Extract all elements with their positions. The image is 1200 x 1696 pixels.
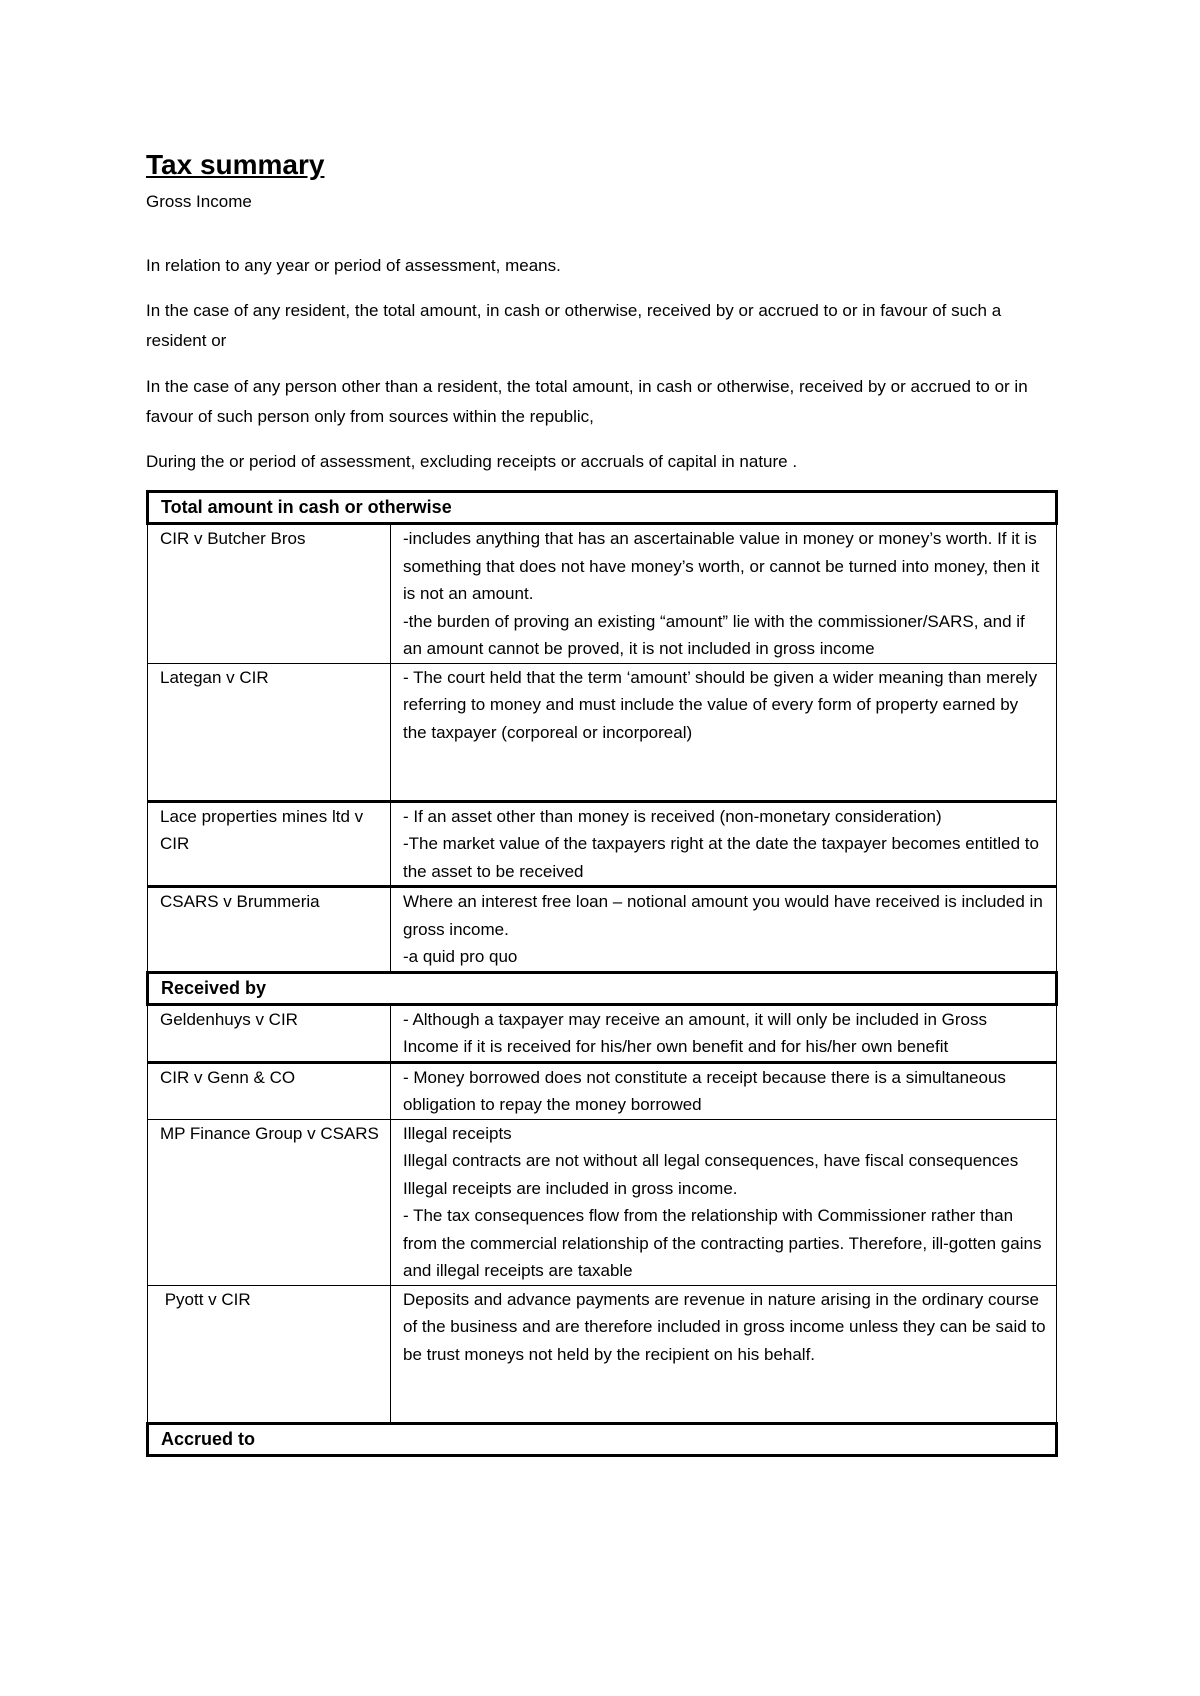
page-title: Tax summary [146, 149, 325, 180]
case-name: Pyott v CIR [148, 1285, 391, 1423]
table-row [148, 801, 1057, 887]
case-notes [391, 1119, 1057, 1285]
paragraph-non-resident: In the case of any person other than a resident, the total amount, in cash or otherwise, received by or accrued to or in favour of such person only from sources within the republic, [146, 377, 1028, 426]
section-heading-received-by: Received by [148, 972, 1057, 1004]
table-row [148, 887, 1057, 973]
case-notes [391, 1062, 1057, 1119]
case-name: CSARS v Brummeria [148, 887, 391, 973]
note-line: - Money borrowed does not constitute a receipt because there is a simultaneous obligation to repay the money borrowed [403, 1067, 1006, 1114]
note-line: - If an asset other than money is received (non-monetary consideration) [403, 806, 942, 826]
case-name: MP Finance Group v CSARS [148, 1119, 391, 1285]
case-name: CIR v Genn & CO [148, 1062, 391, 1119]
note-line: -includes anything that has an ascertainable value in money or money’s worth. If it is something that does not have money’s worth, or cannot be turned into money, then it is not an amount. [403, 529, 1040, 603]
note-line: -The market value of the taxpayers right at the date the taxpayer becomes entitled to the asset to be received [403, 834, 1039, 881]
paragraph-gross-income: Gross Income [146, 192, 252, 211]
case-notes [391, 663, 1057, 801]
section-heading-accrued-to: Accrued to [148, 1423, 1057, 1455]
note-line: Illegal receipts [403, 1123, 512, 1143]
case-name: Geldenhuys v CIR [148, 1004, 391, 1062]
paragraph-resident: In the case of any resident, the total amount, in cash or otherwise, received by or accrued to or in favour of such a resident or [146, 301, 1002, 350]
table-row [148, 1119, 1057, 1285]
case-notes [391, 801, 1057, 887]
table-row [148, 1062, 1057, 1119]
note-line: - The tax consequences flow from the relationship with Commissioner rather than from the commercial relationship of the contracting parties. Therefore, ill-gotten gains and illegal receipts are taxable [403, 1206, 1042, 1280]
paragraph-period: During the or period of assessment, excluding receipts or accruals of capital in nature . [146, 452, 798, 471]
table-section-heading [148, 492, 1057, 524]
note-line: Where an interest free loan – notional amount you would have received is included in gross income. [403, 892, 1043, 939]
case-notes [391, 887, 1057, 973]
case-name: Lategan v CIR [148, 663, 391, 801]
note-line: Illegal contracts are not without all legal consequences, have fiscal consequences [403, 1151, 1019, 1170]
case-notes [391, 1004, 1057, 1062]
case-notes [391, 524, 1057, 664]
note-line: Illegal receipts are included in gross income. [403, 1178, 738, 1198]
note-line: Deposits and advance payments are revenue in nature arising in the ordinary course of the business and are therefore included in gross income unless they can be said to be trust moneys not held by the recipient on his behalf. [403, 1289, 1046, 1364]
note-line: - The court held that the term ‘amount’ should be given a wider meaning than merely referring to money and must include the value of every form of property earned by the taxpayer (corporeal or incorporeal) [403, 667, 1038, 742]
table-row [148, 663, 1057, 801]
case-law-table [146, 490, 1058, 1457]
paragraph-definition-intro: In relation to any year or period of assessment, means. [146, 256, 561, 275]
note-line: - Although a taxpayer may receive an amount, it will only be included in Gross Income if it is received for his/her own benefit and for his/her own benefit [403, 1009, 987, 1056]
table-section-heading [148, 1423, 1057, 1455]
table-row [148, 524, 1057, 664]
case-name: Lace properties mines ltd v CIR [148, 801, 391, 887]
table-section-heading [148, 972, 1057, 1004]
section-heading-total-amount: Total amount in cash or otherwise [148, 492, 1057, 524]
case-name: CIR v Butcher Bros [148, 524, 391, 664]
note-line: -the burden of proving an existing “amount” lie with the commissioner/SARS, and if an amount cannot be proved, it is not included in gross income [403, 611, 1025, 658]
table-row [148, 1285, 1057, 1423]
table-row [148, 1004, 1057, 1062]
note-line: -a quid pro quo [403, 947, 518, 966]
case-notes [391, 1285, 1057, 1423]
